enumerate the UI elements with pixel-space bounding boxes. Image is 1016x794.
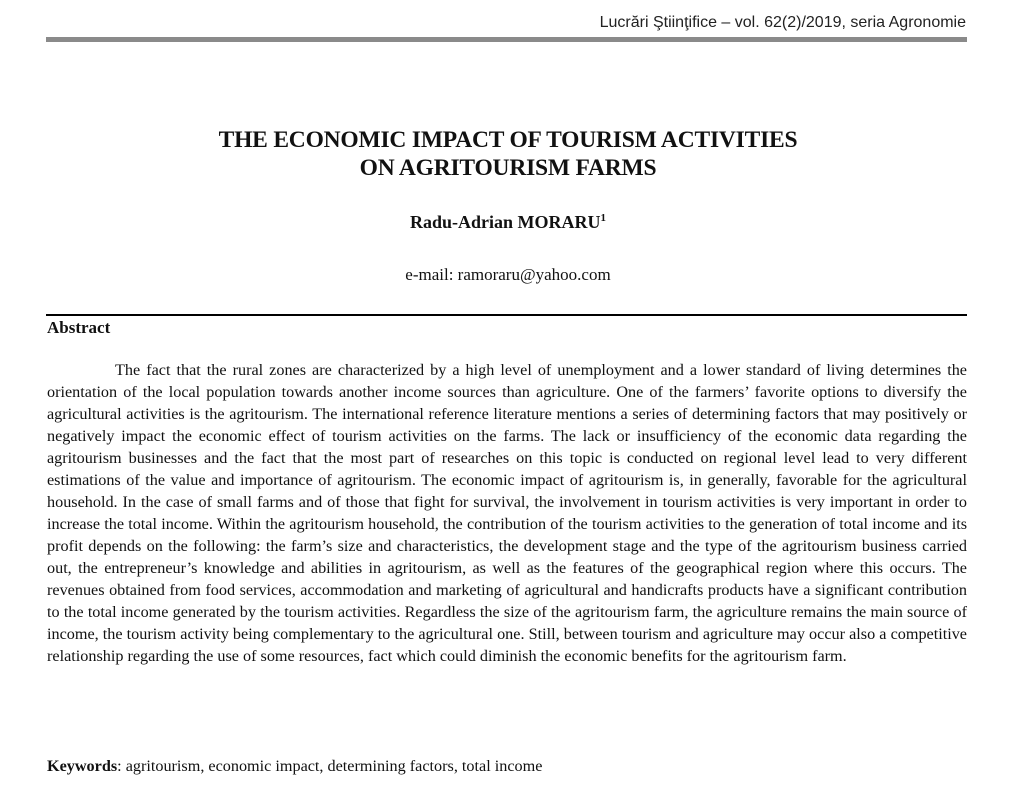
paper-title [0, 126, 1016, 182]
author [0, 212, 1016, 233]
abstract-heading: Abstract [47, 318, 111, 337]
header-rule [46, 37, 967, 42]
paper-title-line-2: ON AGRITOURISM FARMS [359, 155, 657, 181]
abstract-body: The fact that the rural zones are characterized by a high level of unemployment and a lower standard of living determines the orientation of the local population towards another income sources than agriculture. One of the farmers’ favorite options to diversify the agricultural activities is the agritourism. The international reference literature mentions a series of determining factors that may positively or negatively impact the economic effect of tourism activities on the farms. The lack or insufficiency of the economic data regarding the agritourism businesses and the fact that the most part of researches on this topic is conducted on regional level lead to very different estimations of the value and importance of agritourism. The economic impact of agritourism is, in generally, favorable for the agricultural household. In the case of small farms and of those that fight for survival, the involvement in tourism activities is very important in order to increase the total income. Within the agritourism household, the contribution of the tourism activities to the generation of total income and its profit depends on the following: the farm’s size and characteristics, the development stage and the type of the agritourism business carried out, the entrepreneur’s knowledge and abilities in agritourism, as well as the features of the geographical region where this occurs. The revenues obtained from food services, accommodation and marketing of agricultural and handicrafts products have a significant contribution to the total income generated by the tourism activities. Regardless the size of the agritourism farm, the agriculture remains the main source of income, the tourism activity being complementary to the agricultural one. Still, between tourism and agriculture may occur also a competitive relationship regarding the use of some resources, fact which could diminish the economic benefits for the agritourism farm. [47, 361, 967, 665]
author-name: Radu-Adrian MORARU [409, 212, 601, 232]
keywords-values: agritourism, economic impact, determining factors, total income [125, 757, 543, 775]
keywords [47, 757, 542, 776]
keywords-separator: : [117, 757, 126, 775]
paper-title-line-1: THE ECONOMIC IMPACT OF TOURISM ACTIVITIES [218, 127, 798, 153]
keywords-label: Keywords [47, 757, 118, 775]
author-email: e-mail: ramoraru@yahoo.com [405, 265, 611, 284]
journal-header: Lucrări Ştiinţifice – vol. 62(2)/2019, seria Agronomie [599, 14, 966, 31]
affiliation-mark: 1 [600, 212, 606, 224]
abstract-rule [46, 314, 967, 316]
